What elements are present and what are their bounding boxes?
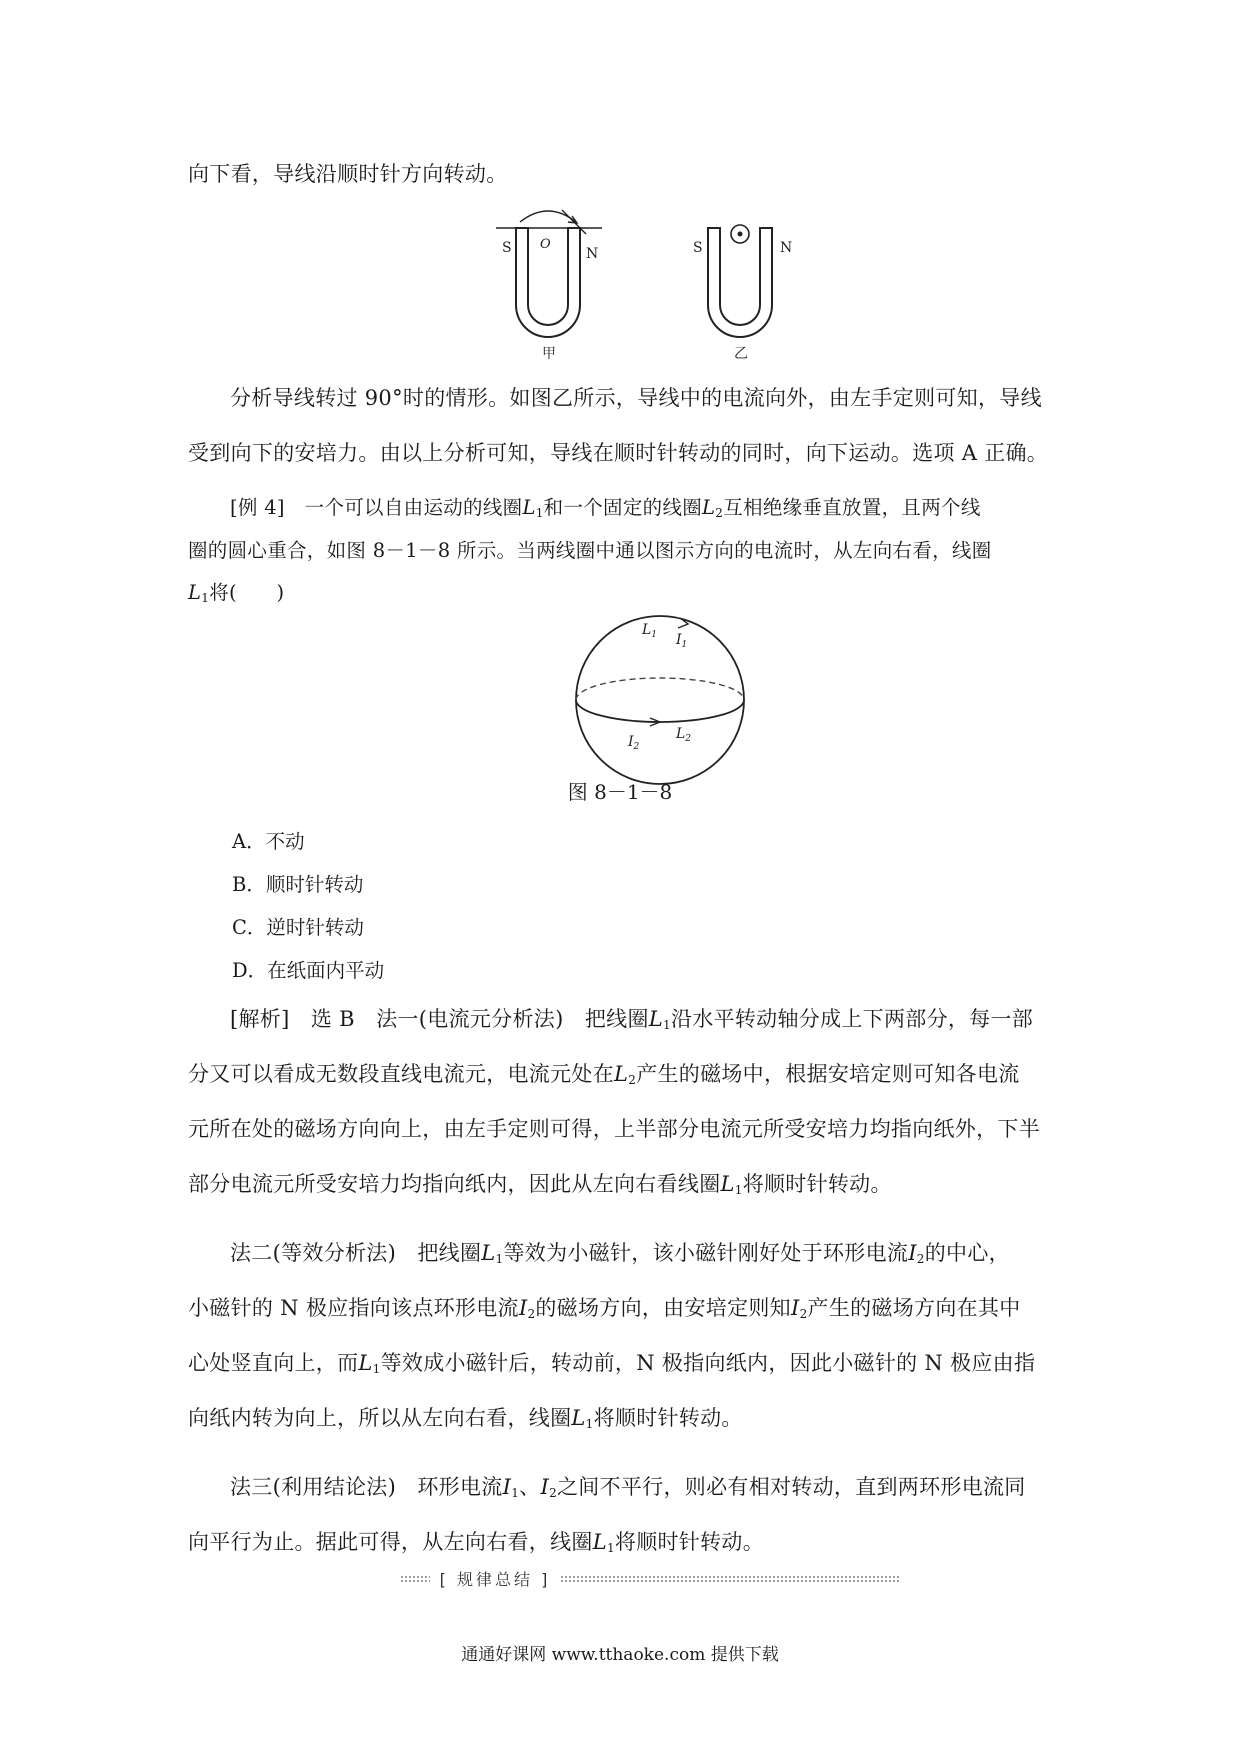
paragraph-line: 分析导线转过 90°时的情形。如图乙所示，导线中的电流向外，由左手定则可知，导线 <box>230 386 1042 410</box>
option-c: C．逆时针转动 <box>232 916 364 939</box>
example-line: 圈的圆心重合，如图 8－1－8 所示。当两线圈中通以图示方向的电流时，从左向右看，线圈 <box>188 539 992 562</box>
example-line: [例 4] 一个可以自由运动的线圈$L_1$和一个固定的线圈$L_2$互相绝缘垂直放置，且两个线 <box>230 496 981 520</box>
figure-caption: 图 8－1－8 <box>567 780 673 804</box>
magnet-figure <box>490 200 820 360</box>
label-n-yi: N <box>780 240 793 256</box>
coil-sphere-figure <box>570 610 750 790</box>
section-divider <box>400 1567 900 1591</box>
analysis-line: 心处竖直向上，而$L_1$等效成小磁针后，转动前，N 极指向纸内，因此小磁针的 N 极应由指 <box>188 1351 1036 1376</box>
analysis-line: 向纸内转为向上，所以从左向右看，线圈$L_1$将顺时针转动。 <box>188 1406 743 1431</box>
example-line: $L_1$将( ) <box>188 581 285 605</box>
divider-dots <box>400 1575 430 1583</box>
option-b: B．顺时针转动 <box>232 873 364 896</box>
caption-jia: 甲 <box>542 346 556 360</box>
option-d: D．在纸面内平动 <box>232 959 385 982</box>
label-i1: $I_1$ <box>676 632 688 650</box>
label-o: O <box>540 237 551 252</box>
label-s-yi: S <box>693 240 703 256</box>
label-l2: $L_2$ <box>676 726 692 744</box>
paragraph-line: 向下看，导线沿顺时针方向转动。 <box>188 162 508 186</box>
current-out-dot <box>738 232 743 237</box>
analysis-line: 向平行为止。据此可得，从左向右看，线圈$L_1$将顺时针转动。 <box>188 1530 764 1555</box>
page-footer: 通通好课网 www.tthaoke.com 提供下载 <box>461 1645 779 1665</box>
label-l1: $L_1$ <box>642 622 658 640</box>
analysis-line: [解析] 选 B 法一(电流元分析法) 把线圈$L_1$沿水平转动轴分成上下两部分，每一部 <box>230 1007 1034 1032</box>
label-s-jia: S <box>502 240 512 256</box>
label-i2: $I_2$ <box>628 734 640 752</box>
analysis-line: 小磁针的 N 极应指向该点环形电流$I_2$的磁场方向，由安培定则知$I_2$产生的磁场方向在其中 <box>188 1296 1021 1321</box>
paragraph-line: 受到向下的安培力。由以上分析可知，导线在顺时针转动的同时，向下运动。选项 A 正确。 <box>188 441 1049 465</box>
analysis-line: 元所在处的磁场方向向上，由左手定则可得，上半部分电流元所受安培力均指向纸外，下半 <box>188 1117 1040 1141</box>
magnet-jia <box>496 210 602 337</box>
section-label: [ 规律总结 ] <box>439 1570 551 1589</box>
divider-dots <box>560 1575 900 1583</box>
analysis-line: 部分电流元所受安培力均指向纸内，因此从左向右看线圈$L_1$将顺时针转动。 <box>188 1172 892 1197</box>
option-a: A．不动 <box>232 830 305 853</box>
analysis-line: 法二(等效分析法) 把线圈$L_1$等效为小磁针，该小磁针刚好处于环形电流$I_2$的中心， <box>230 1241 1010 1266</box>
label-n-jia: N <box>586 246 599 262</box>
caption-yi: 乙 <box>734 346 748 360</box>
magnet-yi <box>708 225 772 337</box>
analysis-line: 法三(利用结论法) 环形电流$I_1$、$I_2$之间不平行，则必有相对转动，直到两环形电流同 <box>230 1475 1026 1500</box>
analysis-line: 分又可以看成无数段直线电流元，电流元处在$L_2$产生的磁场中，根据安培定则可知各电流 <box>188 1062 1020 1087</box>
